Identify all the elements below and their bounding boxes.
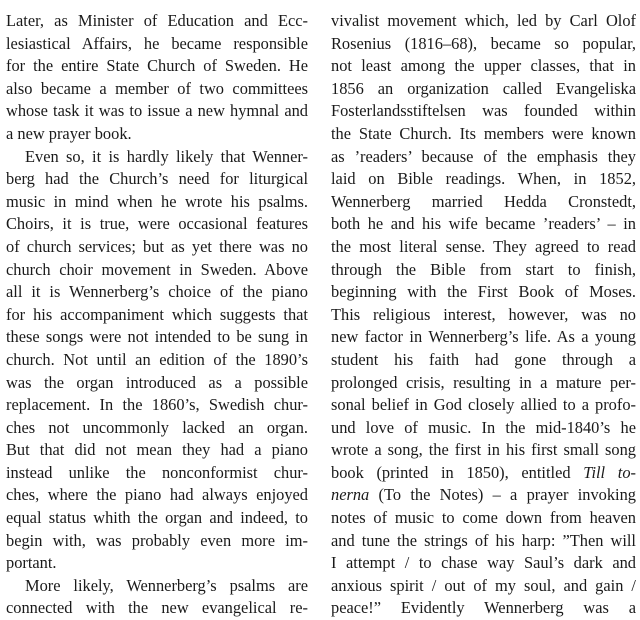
line-text: church choir movement in Sweden. Above xyxy=(6,259,308,279)
text-line xyxy=(6,394,308,417)
line-text: 1856 an organization called Evangeliska xyxy=(331,78,636,98)
line-text: a new prayer book. xyxy=(6,123,132,143)
text-line xyxy=(331,123,636,146)
line-text: lesiastical Affairs, he became responsible xyxy=(6,33,308,53)
line-text: Choirs, it is true, were occasional features xyxy=(6,214,308,234)
text-line xyxy=(6,146,308,169)
line-text: whose task it was to issue a new hymnal and xyxy=(6,101,308,121)
line-text: for his accompaniment which suggests that xyxy=(6,304,308,324)
text-line xyxy=(6,33,308,56)
text-line xyxy=(6,78,308,101)
line-text: Fosterlandsstiftelsen was founded within xyxy=(331,101,636,121)
line-text: not least among the upper classes, that in xyxy=(331,56,636,76)
line-text: begin with, was probably even more im- xyxy=(6,530,308,550)
line-text: both he and his wife became ’readers’ – in xyxy=(331,214,636,234)
line-text: This religious interest, however, was no xyxy=(331,304,636,324)
text-line xyxy=(6,168,308,191)
text-line xyxy=(331,146,636,169)
text-line xyxy=(331,394,636,417)
text-line xyxy=(331,439,636,462)
text-line xyxy=(6,507,308,530)
line-text: peace!” Evidently Wennerberg was a xyxy=(331,598,636,618)
line-text: book (printed in 1850), entitled xyxy=(331,462,571,482)
text-line xyxy=(331,213,636,236)
text-line xyxy=(331,417,636,440)
line-text: Even so, it is hardly likely that Wenner- xyxy=(25,146,308,166)
line-text: I attempt / to chase way Saul’s dark and xyxy=(331,553,636,573)
line-text: connected with the new evangelical re- xyxy=(6,598,308,618)
line-text: (To the Notes) – a prayer invoking xyxy=(378,485,636,505)
line-text: equal status whith the organ and indeed, to xyxy=(6,508,308,528)
line-text: prolonged crisis, resulting in a mature per- xyxy=(331,372,636,392)
line-text: ches, where the piano had always enjoyed xyxy=(6,485,308,505)
text-line xyxy=(6,552,308,575)
text-line xyxy=(6,213,308,236)
line-text: replacement. In the 1860’s, Swedish chur- xyxy=(6,395,308,415)
text-line xyxy=(6,55,308,78)
text-line xyxy=(6,349,308,372)
line-text: instead unlike the nonconformist chur- xyxy=(6,462,308,482)
line-text: for the entire State Church of Sweden. He xyxy=(6,56,308,76)
line-text: music in mind when he wrote his psalms. xyxy=(6,191,308,211)
text-line xyxy=(6,100,308,123)
line-text: student his faith had gone through a xyxy=(331,349,636,369)
text-line xyxy=(331,552,636,575)
line-text: Wennerberg married Hedda Cronstedt, xyxy=(331,191,636,211)
text-line xyxy=(6,10,308,33)
text-line xyxy=(331,259,636,282)
text-line xyxy=(331,326,636,349)
line-text: berg had the Church’s need for liturgical xyxy=(6,169,308,189)
line-text: More likely, Wennerberg’s psalms are xyxy=(25,575,308,595)
line-text: ches not uncommonly lacked an organ. xyxy=(6,417,308,437)
text-line xyxy=(6,484,308,507)
text-line xyxy=(6,191,308,214)
line-text: as ’readers’ because of the emphasis they xyxy=(331,146,636,166)
italic-title-fragment: Till to- xyxy=(583,462,636,482)
line-text: through the Bible from start to finish, xyxy=(331,259,636,279)
line-text: Later, as Minister of Education and Ecc- xyxy=(6,11,308,30)
line-text: of church services; but as yet there was no xyxy=(6,236,308,256)
text-line xyxy=(331,304,636,327)
text-line xyxy=(331,507,636,530)
line-text: these songs were not intended to be sung in xyxy=(6,327,308,347)
line-text: also became a member of two committees xyxy=(6,78,308,98)
text-line xyxy=(6,575,308,598)
line-text: new factor in Wennerberg’s life. As a young xyxy=(331,327,636,347)
text-line xyxy=(6,439,308,462)
text-line xyxy=(331,55,636,78)
text-line xyxy=(6,281,308,304)
text-line xyxy=(6,597,308,620)
line-text: all it is Wennerberg’s choice of the piano xyxy=(6,282,308,302)
text-line xyxy=(6,417,308,440)
text-line xyxy=(331,236,636,259)
line-text: the State Church. Its members were known xyxy=(331,123,636,143)
line-text: was the organ introduced as a possible xyxy=(6,372,308,392)
text-line xyxy=(331,33,636,56)
line-text: beginning with the First Book of Moses. xyxy=(331,282,636,302)
right-text-column xyxy=(331,10,636,620)
text-line xyxy=(331,484,636,507)
line-text: the most literal sense. They agreed to read xyxy=(331,236,636,256)
text-line xyxy=(6,304,308,327)
line-text: vivalist movement which, led by Carl Olof xyxy=(331,11,636,30)
text-line xyxy=(331,10,636,33)
line-text: wrote a song, the first in his first small song xyxy=(331,440,636,460)
italic-title-fragment: nerna xyxy=(331,485,370,505)
text-line xyxy=(6,326,308,349)
line-text: But that did not mean they had a piano xyxy=(6,440,308,460)
text-line xyxy=(331,100,636,123)
line-text: laid on Bible readings. When, in 1852, xyxy=(331,169,636,189)
line-text: anxious spirit / out of my soul, and gain / xyxy=(331,575,636,595)
line-text: notes of music to come down from heaven xyxy=(331,508,636,528)
line-text: and tune the strings of his harp: ”Then will xyxy=(331,530,636,550)
text-line xyxy=(331,372,636,395)
line-text: church. Not until an edition of the 1890’s xyxy=(6,349,308,369)
text-line xyxy=(331,349,636,372)
text-line xyxy=(6,530,308,553)
text-line xyxy=(331,281,636,304)
line-text: portant. xyxy=(6,553,57,573)
text-line xyxy=(331,530,636,553)
text-line xyxy=(331,191,636,214)
text-line xyxy=(331,597,636,620)
text-line xyxy=(6,372,308,395)
text-line xyxy=(6,259,308,282)
text-line xyxy=(6,462,308,485)
text-line xyxy=(6,236,308,259)
left-text-column xyxy=(6,10,308,620)
text-line xyxy=(331,168,636,191)
text-line xyxy=(331,78,636,101)
text-line xyxy=(6,123,308,146)
line-text: sonal belief in God closely allied to a profo- xyxy=(331,395,636,415)
text-line xyxy=(331,462,636,485)
text-line xyxy=(331,575,636,598)
line-text: und love of music. In the mid-1840’s he xyxy=(331,417,636,437)
line-text: Rosenius (1816–68), became so popular, xyxy=(331,33,636,53)
